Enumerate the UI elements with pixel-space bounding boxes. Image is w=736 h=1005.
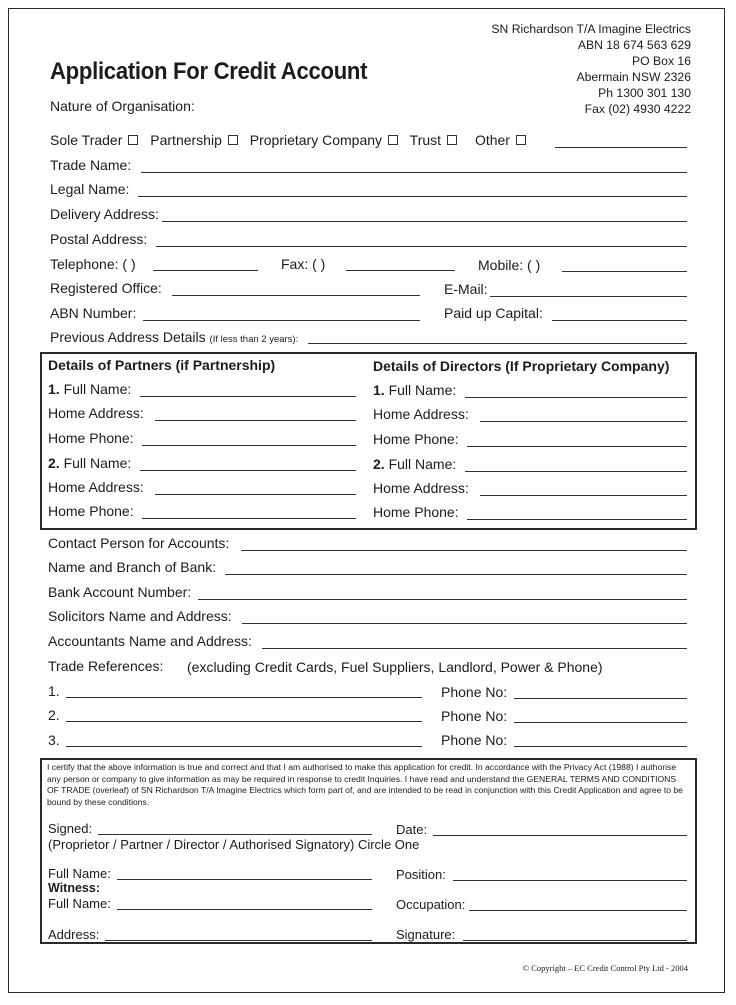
- telephone-field[interactable]: [153, 270, 258, 271]
- directors-heading: Details of Directors (If Proprietary Company): [373, 358, 670, 374]
- nature-label: Nature of Organisation:: [50, 98, 195, 114]
- postal-address-field[interactable]: [156, 246, 687, 247]
- partner2-home-address-field[interactable]: [155, 494, 356, 495]
- proprietary-label: Proprietary Company: [249, 132, 383, 148]
- position-field[interactable]: [453, 880, 687, 881]
- date-field[interactable]: [433, 835, 687, 836]
- previous-address-label: [50, 329, 298, 345]
- ref2-number: 2.: [48, 707, 60, 723]
- signature-label: Signature:: [396, 927, 456, 942]
- registered-office-label: Registered Office:: [50, 280, 162, 296]
- legal-name-field[interactable]: [138, 196, 687, 197]
- contact-person-label: Contact Person for Accounts:: [48, 535, 230, 551]
- fax-field[interactable]: [346, 270, 455, 271]
- occupation-field[interactable]: [469, 910, 687, 911]
- witness-full-name-field[interactable]: [117, 909, 372, 910]
- bank-account-field[interactable]: [198, 599, 687, 600]
- paid-up-capital-field[interactable]: [552, 320, 687, 321]
- partners-heading: Details of Partners (if Partnership): [48, 357, 276, 373]
- trust-checkbox[interactable]: [447, 135, 457, 145]
- solicitors-label: Solicitors Name and Address:: [48, 608, 232, 624]
- director1-home-address-label: Home Address:: [373, 406, 469, 422]
- partner2-home-address-label: Home Address:: [48, 479, 144, 495]
- witness-full-name-label: Full Name:: [48, 896, 111, 911]
- previous-address-field[interactable]: [308, 343, 687, 344]
- trade-name-label: Trade Name:: [50, 157, 132, 173]
- full-name-field[interactable]: [117, 879, 372, 880]
- director1-full-name-label: 1. Full Name:: [373, 382, 457, 398]
- company-abn: ABN 18 674 563 629: [577, 38, 691, 52]
- signatory-capacity: (Proprietor / Partner / Director / Authorised Signatory) Circle One: [48, 837, 420, 852]
- other-label: Other: [474, 132, 510, 148]
- sole-trader-checkbox[interactable]: [128, 135, 138, 145]
- legal-name-label: Legal Name:: [50, 181, 130, 197]
- ref2-phone-field[interactable]: [514, 722, 687, 723]
- delivery-address-field[interactable]: [162, 221, 687, 222]
- bank-label: Name and Branch of Bank:: [48, 559, 217, 575]
- form-title: Application For Credit Account: [50, 58, 368, 85]
- director1-full-name-field[interactable]: [465, 397, 687, 398]
- signature-field[interactable]: [463, 940, 687, 941]
- partner2-full-name-label: 2. Full Name:: [48, 455, 132, 471]
- certification-text: I certify that the above information is true and correct and that I am authorised to make this application for credit. In accordance with the Privacy Act (1988) I authorise any person or company to give information as may be required in response to credit Inquiries. I have read and understand the GENERAL TERMS AND CONDITIONS OF TRADE (overleaf) of SN Richardson T/A Imagine Electrics which form part of, and are intended to be read in conjunction with this Credit Application and agree to be bound by these conditions.: [47, 762, 683, 807]
- trust-label: Trust: [409, 132, 442, 148]
- fax-label: Fax: ( ): [281, 256, 326, 272]
- mobile-label: Mobile: ( ): [478, 257, 541, 273]
- other-field[interactable]: [555, 147, 687, 148]
- org-type-row: [50, 132, 534, 148]
- trade-references-label: Trade References:: [48, 658, 164, 674]
- address-label: Address:: [48, 927, 100, 942]
- email-label: E-Mail:: [444, 281, 488, 297]
- company-details: [491, 21, 691, 117]
- previous-address-text: Previous Address Details: [50, 329, 206, 345]
- company-fax: Fax (02) 4930 4222: [584, 102, 691, 116]
- partnership-label: Partnership: [150, 132, 222, 148]
- director1-home-address-field[interactable]: [480, 421, 687, 422]
- full-name-label: Full Name:: [48, 866, 111, 881]
- copyright-notice: © Copyright – EC Credit Control Pty Ltd - 2004: [522, 963, 688, 973]
- ref1-number: 1.: [48, 683, 60, 699]
- director2-home-phone-label: Home Phone:: [373, 504, 459, 520]
- trade-references-note: (excluding Credit Cards, Fuel Suppliers, Landlord, Power & Phone): [187, 659, 603, 675]
- director2-full-name-label: 2. Full Name:: [373, 456, 457, 472]
- registered-office-field[interactable]: [172, 295, 420, 296]
- bank-account-label: Bank Account Number:: [48, 584, 192, 600]
- solicitors-field[interactable]: [242, 623, 687, 624]
- partners-directors-box: [40, 352, 697, 530]
- email-field[interactable]: [490, 296, 687, 297]
- company-po-box: PO Box 16: [632, 54, 691, 68]
- director1-home-phone-label: Home Phone:: [373, 431, 459, 447]
- ref3-field[interactable]: [66, 746, 422, 747]
- company-phone: Ph 1300 301 130: [598, 86, 691, 100]
- ref3-phone-field[interactable]: [514, 746, 687, 747]
- ref1-field[interactable]: [66, 697, 422, 698]
- partner2-home-phone-field[interactable]: [142, 518, 356, 519]
- witness-label: Witness:: [48, 881, 100, 895]
- abn-number-field[interactable]: [143, 320, 420, 321]
- director2-home-address-label: Home Address:: [373, 480, 469, 496]
- partnership-checkbox[interactable]: [228, 135, 238, 145]
- partner1-home-phone-field[interactable]: [142, 445, 356, 446]
- abn-number-label: ABN Number:: [50, 305, 137, 321]
- delivery-address-label: Delivery Address:: [50, 206, 159, 222]
- director2-home-phone-field[interactable]: [467, 519, 687, 520]
- position-label: Position:: [396, 867, 446, 882]
- paid-up-capital-label: Paid up Capital:: [444, 305, 543, 321]
- director2-full-name-field[interactable]: [465, 471, 687, 472]
- accountants-field[interactable]: [262, 648, 687, 649]
- contact-person-field[interactable]: [241, 550, 687, 551]
- ref1-phone-label: Phone No:: [441, 684, 508, 700]
- proprietary-checkbox[interactable]: [388, 135, 398, 145]
- ref1-phone-field[interactable]: [514, 698, 687, 699]
- partner1-home-address-field[interactable]: [155, 420, 356, 421]
- other-checkbox[interactable]: [516, 135, 526, 145]
- director1-home-phone-field[interactable]: [467, 446, 687, 447]
- ref3-number: 3.: [48, 732, 60, 748]
- postal-address-label: Postal Address:: [50, 231, 148, 247]
- date-label: Date:: [396, 822, 428, 837]
- partner1-full-name-field[interactable]: [140, 396, 356, 397]
- partner2-full-name-field[interactable]: [140, 470, 356, 471]
- ref2-field[interactable]: [66, 721, 422, 722]
- sole-trader-label: Sole Trader: [50, 132, 123, 148]
- occupation-label: Occupation:: [396, 897, 466, 912]
- company-name: SN Richardson T/A Imagine Electrics: [491, 22, 691, 36]
- bank-field[interactable]: [225, 574, 687, 575]
- telephone-label: Telephone: ( ): [50, 256, 136, 272]
- partner2-home-phone-label: Home Phone:: [48, 503, 134, 519]
- signed-label: Signed:: [48, 821, 93, 836]
- director2-home-address-field[interactable]: [480, 495, 687, 496]
- partner1-home-phone-label: Home Phone:: [48, 430, 134, 446]
- ref2-phone-label: Phone No:: [441, 708, 508, 724]
- company-suburb: Abermain NSW 2326: [576, 70, 691, 84]
- mobile-field[interactable]: [562, 271, 687, 272]
- address-field[interactable]: [105, 940, 372, 941]
- partner1-full-name-label: 1. Full Name:: [48, 381, 132, 397]
- previous-address-note: (If less than 2 years):: [209, 334, 299, 345]
- signed-field[interactable]: [98, 834, 372, 835]
- ref3-phone-label: Phone No:: [441, 732, 508, 748]
- trade-name-field[interactable]: [141, 172, 687, 173]
- accountants-label: Accountants Name and Address:: [48, 633, 252, 649]
- partner1-home-address-label: Home Address:: [48, 405, 144, 421]
